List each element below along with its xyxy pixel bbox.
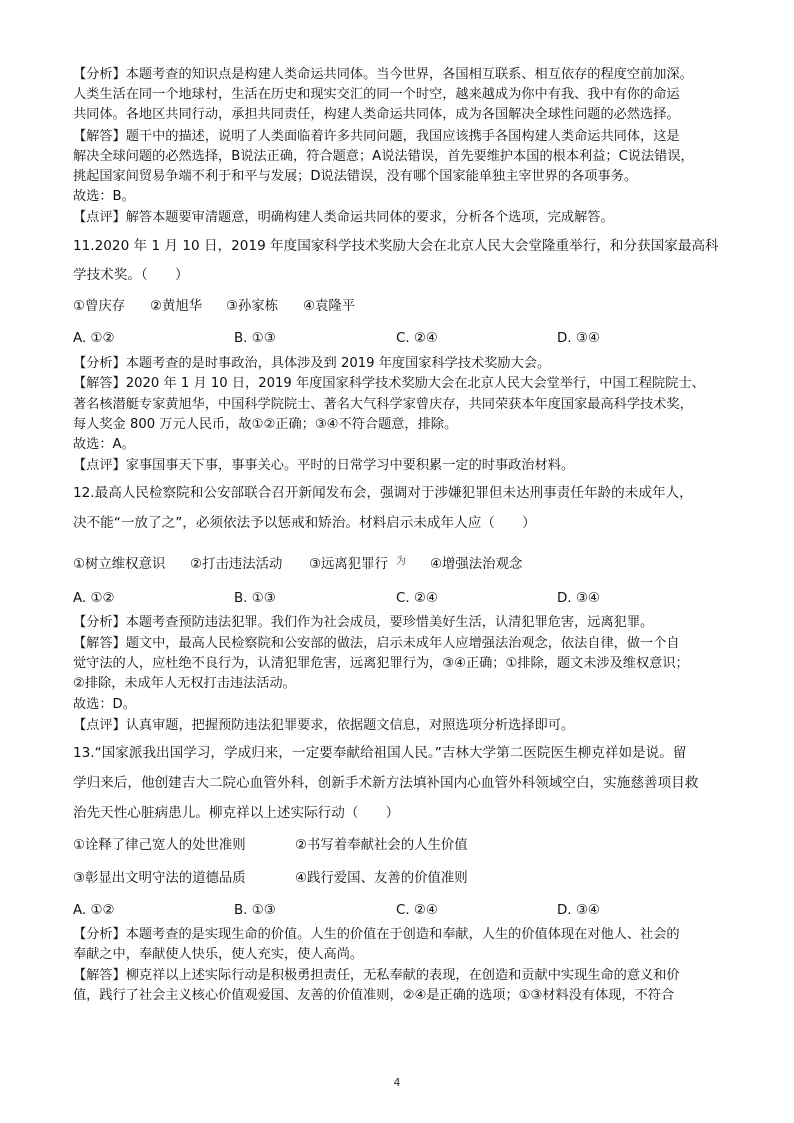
q11-comment: 【点评】家事国事天下事，事事关心。平时的日常学习中要积累一定的时事政治材料。 [73, 458, 575, 473]
q11-item-2: ②黄旭华 [150, 299, 203, 314]
q11-item-1: ①曾庆存 [73, 299, 126, 314]
q10-answer-line-3: 挑起国家间贸易争端不利于和平与发展；D说法错误，没有哪个国家能单独主宰世界的各项事务。 [73, 169, 638, 184]
q11-analysis: 【分析】本题考查的是时事政治，具体涉及到 2019 年度国家科学技术奖励大会。 [73, 356, 551, 371]
q11-choice: 故选：A。 [73, 437, 135, 452]
q13-option-c: C. ②④ [396, 903, 438, 918]
q10-answer-line-1: 【解答】题干中的描述，说明了人类面临着许多共同问题，我国应该携手各国构建人类命运共同体，这是 [73, 129, 680, 144]
q13-analysis-line-2: 奉献之中，奉献使人快乐，使人充实，使人高尚。 [73, 947, 364, 962]
q13-item-1: ①诠释了律己宽人的处世准则 [73, 838, 246, 853]
q10-answer-line-2: 解决全球问题的必然选择，B说法正确，符合题意；A说法错误，首先要维护本国的根本利益；C说法错误， [73, 149, 694, 164]
q13-analysis-line-1: 【分析】本题考查的是实现生命的价值。人生的价值在于创造和奉献，人生的价值体现在对他人、社会的 [73, 927, 680, 942]
q12-stray-character: 为 [396, 556, 406, 567]
q12-item-4: ④增强法治观念 [430, 557, 523, 572]
q13-stem-line-2: 学归来后，他创建吉大二院心血管外科，创新手术新方法填补国内心血管外科领域空白，实施慈善项目救 [73, 775, 699, 791]
q11-option-d: D. ③④ [557, 331, 600, 346]
q11-answer-line-2: 著名核潜艇专家黄旭华，中国科学院院士、著名大气科学家曾庆存，共同荣获本年度国家最高科学技术奖， [73, 397, 693, 412]
q12-answer-line-3: ②排除，未成年人无权打击违法活动。 [73, 676, 296, 691]
q11-option-a: A. ①② [73, 331, 115, 346]
q11-item-4: ④袁隆平 [303, 299, 356, 314]
q10-choice: 故选：B。 [73, 189, 135, 204]
q13-item-2: ②书写着奉献社会的人生价值 [295, 838, 468, 853]
q12-analysis: 【分析】本题考查预防违法犯罪。我们作为社会成员，要珍惜美好生活，认清犯罪危害，远离犯罪。 [73, 615, 654, 630]
q13-option-a: A. ①② [73, 903, 115, 918]
q11-answer-line-1: 【解答】2020 年 1 月 10 日，2019 年度国家科学技术奖励大会在北京人民大会堂举行，中国工程院院士、 [73, 376, 705, 391]
q13-option-b: B. ①③ [234, 903, 276, 918]
q13-stem-line-1: 13.“国家派我出国学习，学成归来，一定要奉献给祖国人民。”吉林大学第二医院医生柳克祥如是说。留 [73, 745, 687, 761]
q12-option-b: B. ①③ [234, 591, 276, 606]
q13-stem-line-3: 治先天性心脏病患儿。柳克祥以上述实际行动（ ） [73, 805, 400, 821]
q12-stem-line-2: 决不能“一放了之”，必须依法予以惩戒和矫治。材料启示未成年人应（ ） [73, 515, 536, 531]
q12-answer-line-2: 觉守法的人，应杜绝不良行为，认清犯罪危害，远离犯罪行为，③④正确；①排除，题文未涉及维权意识； [73, 656, 689, 671]
q10-analysis-line-1: 【分析】本题考查的知识点是构建人类命运共同体。当今世界，各国相互联系、相互依存的程度空前加深。 [73, 67, 693, 82]
q12-option-c: C. ②④ [396, 591, 438, 606]
q13-item-3: ③彰显出文明守法的道德品质 [73, 871, 246, 886]
q12-stem-line-1: 12.最高人民检察院和公安部联合召开新闻发布会，强调对于涉嫌犯罪但未达刑事责任年龄的未成年人， [73, 485, 693, 501]
q12-choice: 故选：D。 [73, 697, 136, 712]
q13-option-d: D. ③④ [557, 903, 600, 918]
q11-item-3: ③孙家栋 [226, 299, 279, 314]
q11-stem-line-1: 11.2020 年 1 月 10 日，2019 年度国家科学技术奖励大会在北京人民大会堂隆重举行，和分获国家最高科 [73, 238, 719, 254]
q12-comment: 【点评】认真审题，把握预防违法犯罪要求，依据题文信息，对照选项分析选择即可。 [73, 718, 575, 733]
q11-answer-line-3: 每人奖金 800 万元人民币，故①②正确；③④不符合题意，排除。 [73, 417, 458, 432]
q10-comment: 【点评】解答本题要审清题意，明确构建人类命运共同体的要求，分析各个选项，完成解答。 [73, 210, 614, 225]
q12-item-2: ②打击违法活动 [190, 557, 283, 572]
q12-option-a: A. ①② [73, 591, 115, 606]
page-number: 4 [393, 1076, 401, 1089]
q12-item-1: ①树立维权意识 [73, 557, 166, 572]
q13-answer-line-1: 【解答】柳克祥以上述实际行动是积极勇担责任，无私奉献的表现，在创造和贡献中实现生命的意义和价 [73, 968, 680, 983]
q12-answer-line-1: 【解答】题文中，最高人民检察院和公安部的做法，启示未成年人应增强法治观念，依法自律，做一个自 [73, 636, 680, 651]
q12-option-d: D. ③④ [557, 591, 600, 606]
q13-item-4: ④践行爱国、友善的价值准则 [295, 871, 468, 886]
q13-answer-line-2: 值，践行了社会主义核心价值观爱国、友善的价值准则，②④是正确的选项；①③材料没有体现，不符合 [73, 988, 675, 1003]
q11-stem-line-2: 学技术奖。（ ） [73, 267, 189, 283]
q12-item-3: ③远离犯罪行 [309, 557, 388, 572]
q11-option-b: B. ①③ [234, 331, 276, 346]
q10-analysis-line-2: 人类生活在同一个地球村，生活在历史和现实交汇的同一个时空，越来越成为你中有我、我中有你的命运 [73, 87, 680, 102]
q10-analysis-line-3: 共同体。各地区共同行动，承担共同责任，构建人类命运共同体，成为各国解决全球性问题的必然选择。 [73, 107, 680, 122]
q11-option-c: C. ②④ [396, 331, 438, 346]
